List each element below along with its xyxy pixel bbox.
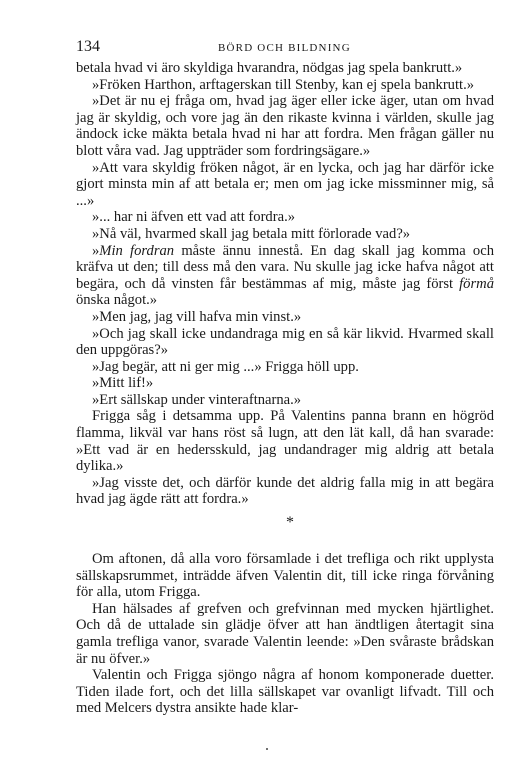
paragraph: »Och jag skall icke undandraga mig en så kär likvid. Hvarmed skall den uppgöras?» — [76, 325, 494, 359]
italic-text: förmå — [459, 275, 494, 292]
page-header — [76, 38, 494, 58]
running-head: BÖRD OCH BILDNING — [218, 42, 351, 54]
book-page — [76, 38, 494, 717]
paragraph: Valentin och Frigga sjöngo några af honom komponerade duetter. Tiden ilade fort, och det lilla sällskapet var ovanligt lifvadt. Till och med Melcers dystra ansikte hade klar- — [76, 667, 494, 717]
text-span: » — [92, 242, 100, 259]
paragraph: »Fröken Harthon, arftagerskan till Stenby, kan ej spela bankrutt.» — [92, 76, 475, 93]
paragraph: »Det är nu ej fråga om, hvad jag äger eller icke äger, utan om hvad jag är skyldig, och vore jag än den rikaste kvinna i världen, skulle jag ändock icke mäkta betala hvad ni har att fordra. Men frågan gäller nu blott våra vad. Jag uppträder som fordringsägare.» — [76, 93, 494, 159]
paragraph: Han hälsades af grefven och grefvinnan med mycken hjärtlighet. Och då de uttalade sin glädje öfver att han ändtligen återtagit sina gamla trefliga vanor, svarade Valentin leende: »Den svåraste brådskan är nu öfver.» — [76, 600, 494, 667]
paragraph-min-fordran — [76, 243, 494, 309]
paragraph: »Nå väl, hvarmed skall jag betala mitt förlorade vad?» — [92, 225, 411, 242]
paragraph: »... har ni äfven ett vad att fordra.» — [92, 209, 296, 226]
paragraph: »Ert sällskap under vinteraftnarna.» — [92, 391, 302, 408]
italic-text: Min fordran — [99, 242, 175, 259]
body-text — [76, 60, 494, 717]
paragraph: betala hvad vi äro skyldiga hvarandra, nödgas jag spela bankrutt.» — [76, 60, 463, 76]
text-span: måste ännu innestå. En dag skall jag komma och kräfva ut den; till dess må den vara. Nu skulle jag icke hafva något att begära, och då vinsten får bestämmas af mig, måste jag först — [76, 242, 495, 292]
paragraph: »Jag visste det, och därför kunde det aldrig falla mig in att begära hvad jag ägde rätt att fordra.» — [76, 474, 494, 508]
paragraph: »Att vara skyldig fröken något, är en lycka, och jag har därför icke gjort minsta min af att betala er; men om jag icke missminner mig, så ...» — [76, 159, 494, 209]
text-span: önska något.» — [76, 292, 158, 309]
printer-mark — [266, 748, 268, 750]
paragraph: »Men jag, jag vill hafva min vinst.» — [92, 308, 302, 325]
paragraph: Frigga såg i detsamma upp. På Valentins panna brann en högröd flamma, likväl var hans röst så lugn, att den lät kall, då han svarade: »Ett vad är en hedersskuld, jag undandrager mig aldrig att betala dylika.» — [76, 408, 494, 475]
paragraph: »Mitt lif!» — [92, 375, 154, 392]
paragraph: Om aftonen, då alla voro församlade i det trefliga och rikt upplysta sällskapsrummet, inträdde äfven Valentin dit, till icke ringa förvåning för alla, utom Frigga. — [76, 551, 494, 601]
section-separator: * — [286, 514, 294, 532]
paragraph: »Jag begär, att ni ger mig ...» Frigga höll upp. — [92, 358, 359, 375]
page-number: 134 — [76, 38, 100, 55]
